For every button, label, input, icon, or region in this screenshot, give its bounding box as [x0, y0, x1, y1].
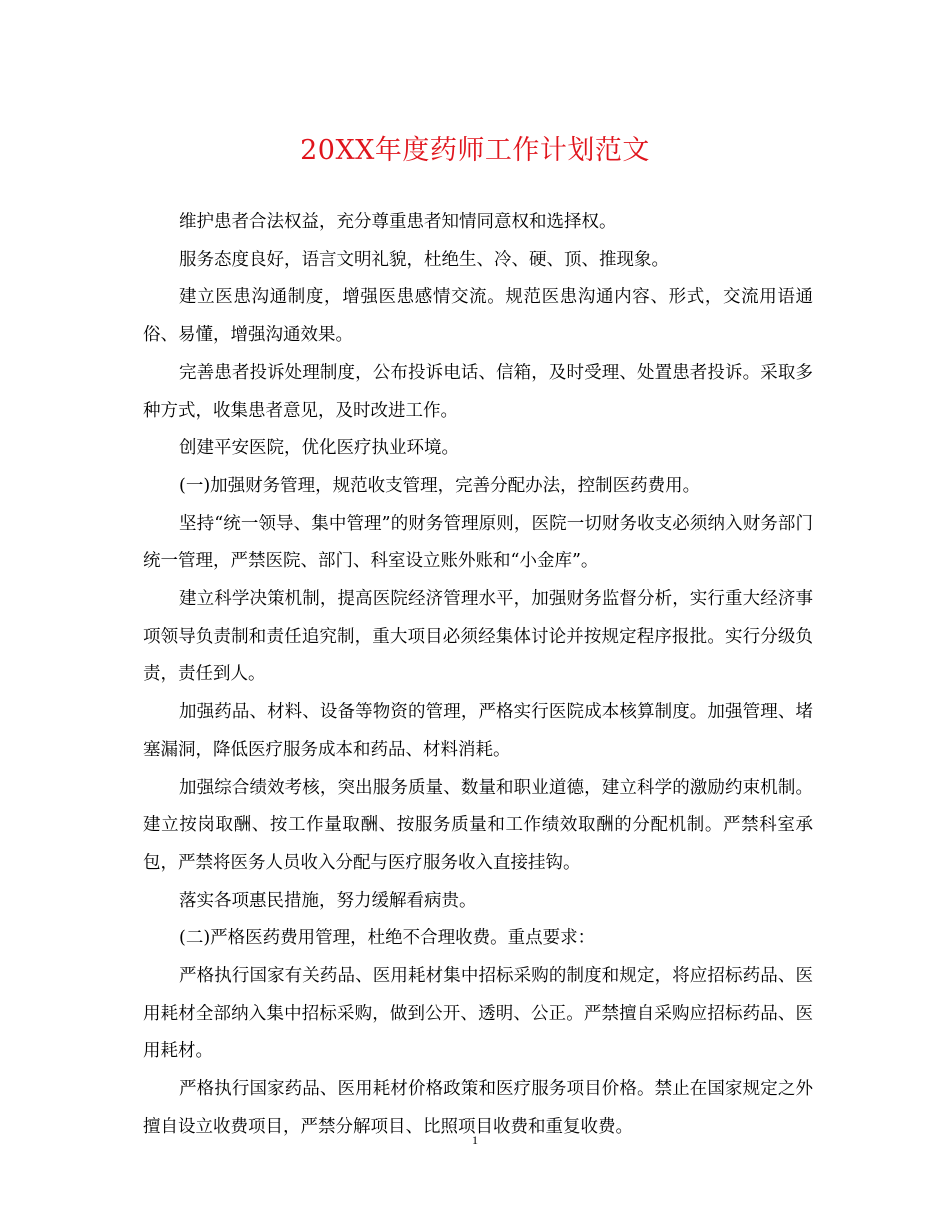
- paragraph: 加强综合绩效考核，突出服务质量、数量和职业道德，建立科学的激励约束机制。建立按岗取酬、按工作量取酬、按服务质量和工作绩效取酬的分配机制。严禁科室承包，严禁将医务人员收入分配与医疗服务收入直接挂钩。: [143, 777, 813, 873]
- paragraph: 落实各项惠民措施，努力缓解看病贵。: [179, 890, 477, 911]
- section-heading: (一)加强财务管理，规范收支管理，完善分配办法，控制医药费用。: [179, 475, 701, 496]
- section-heading: (二)严格医药费用管理，杜绝不合理收费。重点要求：: [179, 928, 596, 949]
- paragraph: 服务态度良好，语言文明礼貌，杜绝生、冷、硬、顶、推现象。: [179, 249, 669, 270]
- paragraph: 加强药品、材料、设备等物资的管理，严格实行医院成本核算制度。加强管理、堵塞漏洞，降低医疗服务成本和药品、材料消耗。: [143, 702, 813, 760]
- paragraph: 建立医患沟通制度，增强医患感情交流。规范医患沟通内容、形式，交流用语通俗、易懂，增强沟通效果。: [143, 287, 813, 346]
- page-number: 1: [472, 1133, 478, 1147]
- paragraph: 维护患者合法权益，充分尊重患者知情同意权和选择权。: [179, 212, 617, 232]
- paragraph: 严格执行国家药品、医用耗材价格政策和医疗服务项目价格。禁止在国家规定之外擅自设立收费项目，严禁分解项目、比照项目收费和重复收费。: [143, 1079, 813, 1137]
- document-body: [143, 204, 813, 1147]
- paragraph: 建立科学决策机制，提高医院经济管理水平，加强财务监督分析，实行重大经济事项领导负责制和责任追究制，重大项目必须经集体讨论并按规定程序报批。实行分级负责，责任到人。: [143, 589, 813, 685]
- paragraph: 严格执行国家有关药品、医用耗材集中招标采购的制度和规定，将应招标药品、医用耗材全部纳入集中招标采购，做到公开、透明、公正。严禁擅自采购应招标药品、医用耗材。: [143, 966, 813, 1062]
- paragraph: 完善患者投诉处理制度，公布投诉电话、信箱，及时受理、处置患者投诉。采取多种方式，收集患者意见，及时改进工作。: [143, 362, 813, 421]
- paragraph: 创建平安医院，优化医疗执业环境。: [179, 438, 459, 459]
- paragraph: 坚持“统一领导、集中管理”的财务管理原则，医院一切财务收支必须纳入财务部门统一管理，严禁医院、部门、科室设立账外账和“小金库”。: [143, 513, 813, 572]
- document-title: 20XX年度药师工作计划范文: [300, 135, 650, 166]
